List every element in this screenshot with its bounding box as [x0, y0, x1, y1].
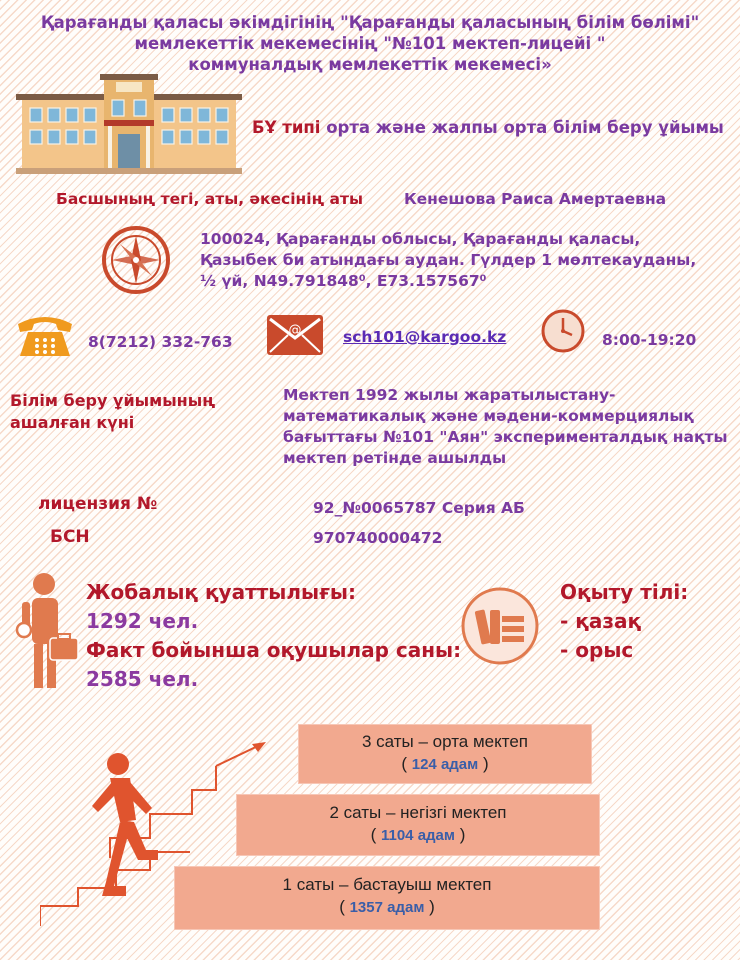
books-icon	[460, 586, 540, 666]
bin-value: 970740000472	[313, 529, 443, 547]
founded-text-line: бағыттағы №101 "Аян" эксперименталдық нақты	[283, 428, 728, 446]
level-count-line: ( 1357 адам )	[339, 897, 435, 916]
license-value: 92_№0065787 Серия АБ	[313, 499, 525, 517]
level-title: 3 саты – орта мектеп	[362, 732, 528, 751]
level-step-3	[298, 724, 592, 784]
level-step-2	[236, 794, 600, 856]
title-line: Қарағанды қаласы әкімдігінің "Қарағанды қаласының білім бөлімі"	[40, 13, 700, 32]
design-capacity-label: Жобалық қуаттылығы:	[86, 580, 357, 604]
org-type-value: орта және жалпы орта білім беру ұйымы	[326, 118, 724, 137]
license-label: лицензия №	[38, 494, 158, 514]
org-type	[252, 118, 724, 137]
address-line: 100024, Қарағанды облысы, Қарағанды қаласы,	[200, 230, 641, 248]
founded-label-line: Білім беру ұйымының	[10, 391, 216, 410]
language-block	[560, 578, 688, 665]
actual-students-value: 2585 чел.	[86, 667, 199, 691]
working-hours: 8:00-19:20	[602, 331, 697, 349]
clock-icon	[540, 308, 586, 354]
school-building-icon	[16, 74, 242, 174]
level-count: 1357 адам	[349, 899, 425, 916]
compass-icon	[100, 224, 172, 296]
svg-text:@: @	[288, 323, 302, 338]
language-label: Оқыту тілі:	[560, 580, 689, 604]
founded-text-line: мектеп ретінде ашылды	[283, 449, 507, 467]
language-item: - қазақ	[560, 609, 642, 633]
level-count-line: ( 124 адам )	[401, 754, 489, 773]
actual-students-label: Факт бойынша оқушылар саны:	[86, 638, 462, 662]
director-label: Басшының тегі, аты, әкесінің аты	[56, 190, 363, 208]
address-line: ½ үй, N49.791848⁰, E73.157567⁰	[200, 272, 487, 290]
level-count: 124 адам	[411, 756, 479, 773]
level-count-line: ( 1104 адам )	[370, 825, 466, 844]
address	[200, 229, 696, 292]
telephone-icon	[14, 310, 76, 360]
email-link[interactable]: sch101@kargoo.kz	[343, 328, 507, 346]
founded-text-line: математикалық және мәдени-коммерциялық	[283, 407, 694, 425]
founded-text-line: Мектеп 1992 жылы жаратылыстану-	[283, 386, 616, 404]
person-briefcase-icon	[14, 572, 82, 690]
phone-number: 8(7212) 332-763	[88, 333, 233, 351]
bin-label: БСН	[50, 527, 90, 547]
title-line: мемлекеттік мекемесінің "№101 мектеп-лицейі "	[134, 34, 606, 53]
director-name: Кенешова Раиса Амертаевна	[404, 190, 667, 208]
capacity-block	[86, 578, 461, 694]
founded-label-line: ашалған күні	[10, 413, 135, 432]
level-count: 1104 адам	[380, 827, 455, 844]
founded-text	[283, 385, 733, 469]
page-title	[20, 12, 720, 75]
title-line: коммуналдық мемлекеттік мекемесі»	[188, 55, 552, 74]
level-step-1	[174, 866, 600, 930]
design-capacity-value: 1292 чел.	[86, 609, 199, 633]
founded-label	[10, 390, 270, 434]
level-title: 2 саты – негізгі мектеп	[329, 803, 507, 822]
org-type-label: БҰ типі	[252, 118, 321, 137]
address-line: Қазыбек би атындағы аудан. Гүлдер 1 мөлтекауданы,	[200, 251, 697, 269]
language-item: - орыс	[560, 638, 634, 662]
level-title: 1 саты – бастауыш мектеп	[282, 875, 492, 894]
mail-envelope-icon	[266, 314, 324, 356]
